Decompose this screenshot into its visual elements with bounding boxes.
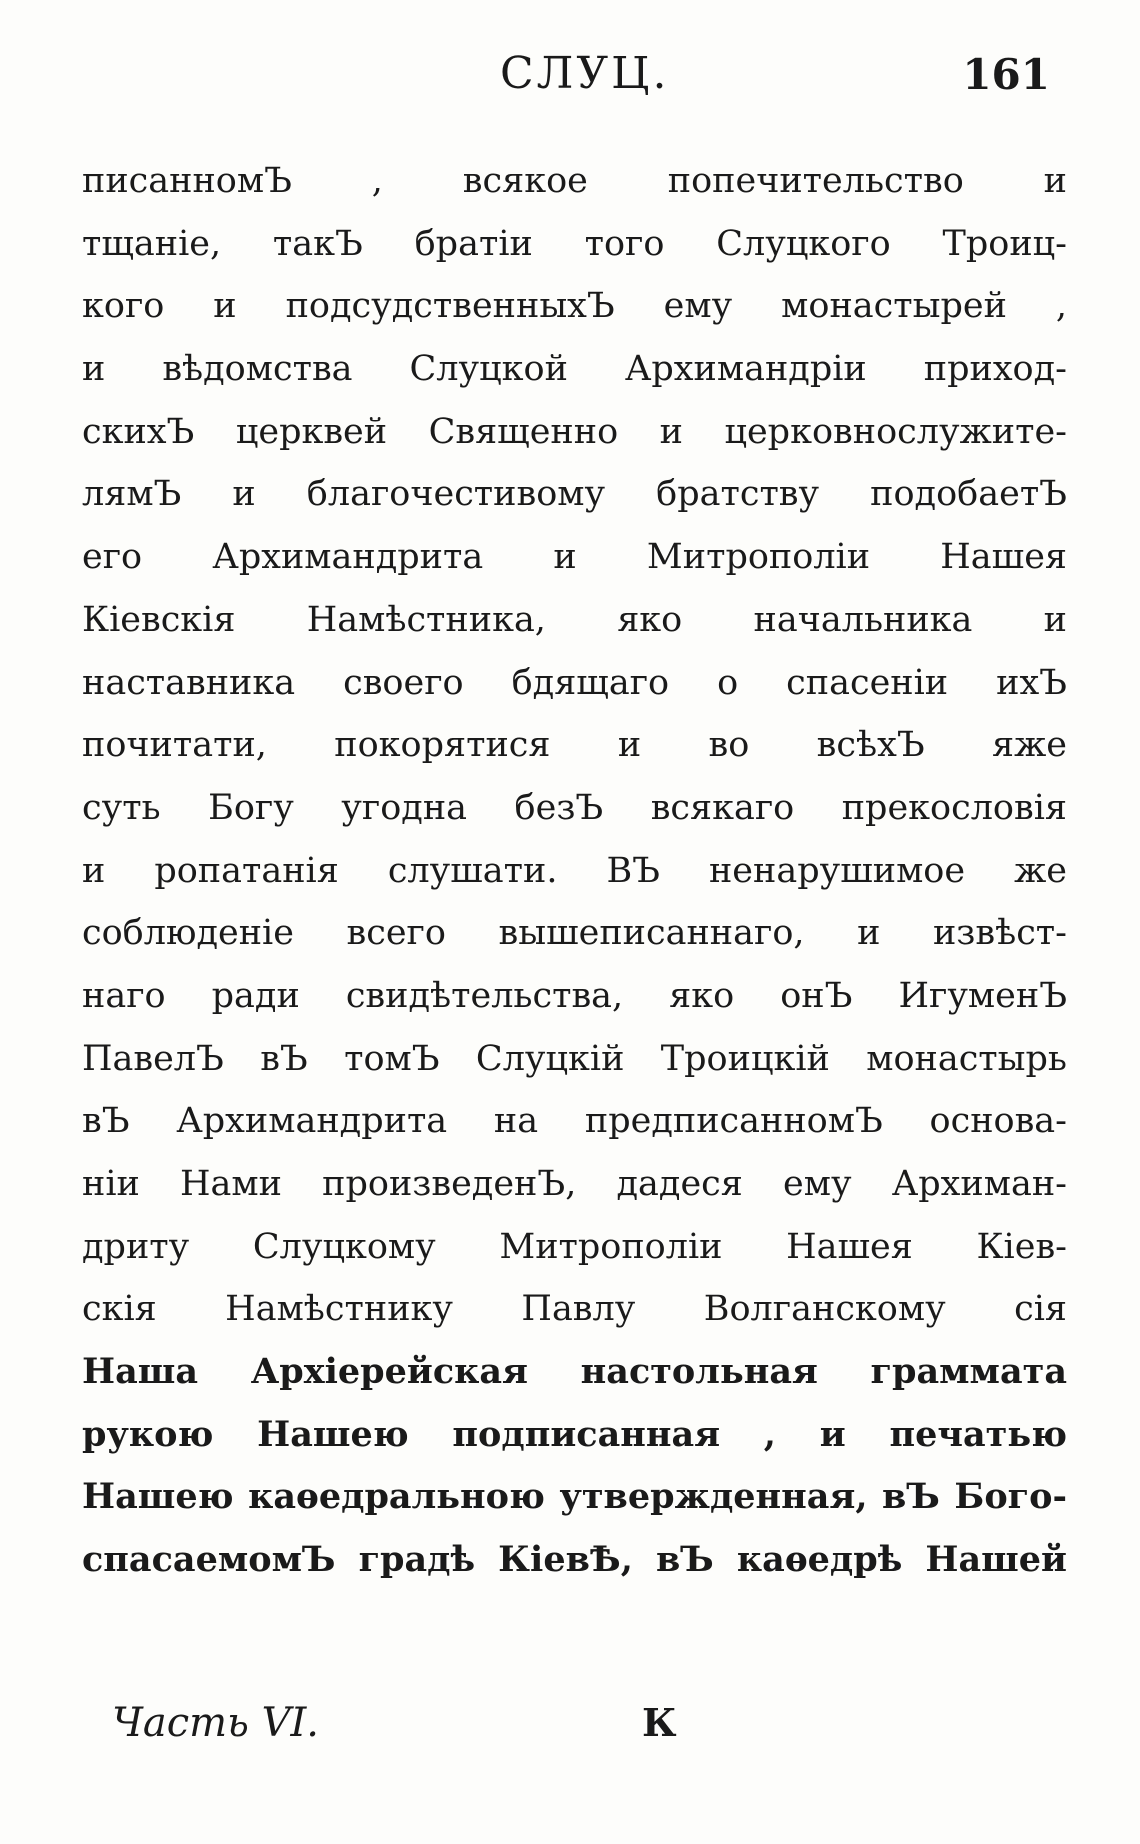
page-footer [112, 1700, 812, 1760]
text-line-21: рукою Нашею подписанная , и печатью [82, 1413, 1067, 1455]
text-line-15: ПавелЪ вЪ томЪ Слуцкій Троицкій монастырь [82, 1038, 1067, 1079]
text-line-7: его Архимандрита и Митрополіи Нашея [82, 537, 1067, 578]
text-line-4: и вѣдомства Слуцкой Архимандріи приход- [82, 349, 1067, 390]
running-head [80, 48, 1070, 118]
page-number: 161 [962, 50, 1050, 99]
text-line-11: суть Богу угодна безЪ всякаго прекословія [82, 787, 1067, 828]
running-title: СЛУЦ. [500, 48, 670, 99]
text-line-12: и ропатанія слушати. ВЪ ненарушимое же [82, 850, 1067, 891]
body-text [82, 150, 1067, 1592]
text-line-6: лямЪ и благочестивому братству подобаетЪ [82, 474, 1067, 515]
text-line-1: писанномЪ , всякое попечительство и [82, 161, 1067, 201]
text-line-8: Кіевскія Намѣстника, яко начальника и [82, 599, 1067, 640]
text-line-22: Нашею каѳедральною утвержденная, вЪ Бого- [82, 1476, 1067, 1518]
text-line-18: дриту Слуцкому Митрополіи Нашея Кіев- [82, 1226, 1067, 1267]
text-line-16: вЪ Архимандрита на предписанномЪ основа- [82, 1101, 1067, 1142]
text-line-19: скія Намѣстнику Павлу Волганскому сія [82, 1289, 1067, 1330]
text-line-23: спасаемомЪ градѣ КіевѢ, вЪ каѳедрѣ Нашей [82, 1539, 1067, 1581]
text-line-10: почитати, покорятися и во всѣхЪ яже [82, 725, 1067, 766]
text-line-14: наго ради свидѣтельства, яко онЪ ИгуменЪ [82, 975, 1067, 1016]
text-line-20: Наша Архіерейская настольная граммата [82, 1351, 1067, 1393]
signature-mark: К [642, 1700, 677, 1745]
text-line-2: тщаніе, такЪ братіи того Слуцкого Троиц- [82, 223, 1067, 264]
text-line-9: наставника своего бдящаго о спасеніи ихЪ [82, 662, 1067, 703]
text-line-13: соблюденіе всего вышеписаннаго, и извѣст- [82, 913, 1067, 954]
text-line-17: ніи Нами произведенЪ, дадеся ему Архиман- [82, 1164, 1067, 1204]
text-line-5: скихЪ церквей Священно и церковнослужите- [82, 411, 1067, 452]
text-line-3: кого и подсудственныхЪ ему монастырей , [82, 286, 1067, 327]
volume-part-label: Часть VI. [112, 1700, 319, 1746]
